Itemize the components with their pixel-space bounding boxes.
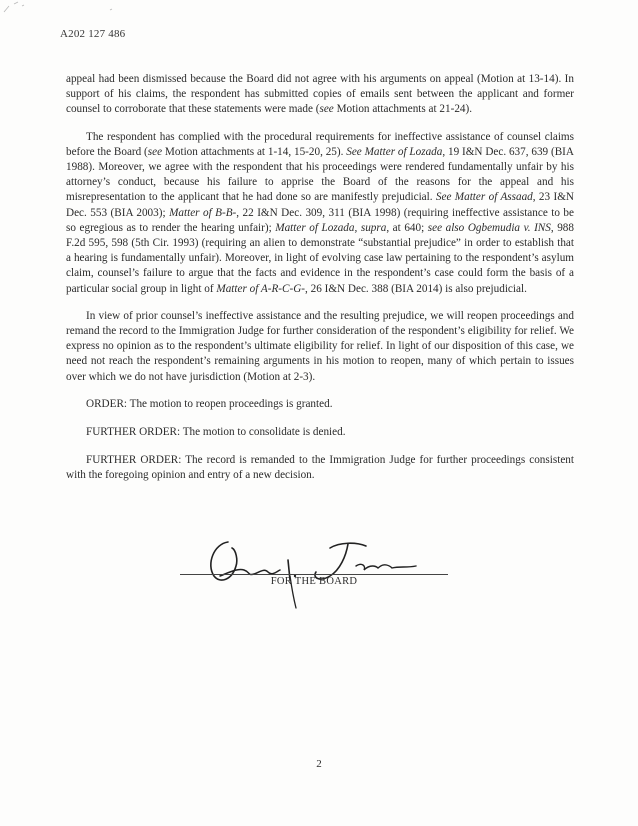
paragraph-1 — [66, 72, 574, 118]
paragraph-2 — [66, 130, 574, 297]
body-text-segment: In view of prior counsel’s ineffective assistance and the resulting prejudice, we will reopen proceedings and remand the record to the Immigration Judge for further consideration of the respondent’s eligibility for relief. We express no opinion as to the respondent’s ultimate eligibility for relief. In light of our disposition of this case, we need not reach the respondent’s remaining arguments in his motion to reopen, many of which pertain to issues over which we do not have jurisdiction (Motion at 2-3). — [66, 309, 574, 383]
body-text-segment: appeal had been dismissed because the Board did not agree with his arguments on appeal (Motion at 13-14). In support of his claims, the respondent has submitted copies of emails sent between the applicant and former counsel to corroborate that these statements were made ( — [66, 73, 574, 116]
paragraph-3 — [66, 309, 574, 385]
citation-text: see — [147, 145, 163, 158]
order-remand: FURTHER ORDER: The record is remanded to the Immigration Judge for further proceedings consistent with the foregoing opinion and entry of a new decision. — [66, 454, 574, 482]
body-text-segment: , 19 I&N Dec. 637, 639 (BIA 1988). Moreover, we agree with the respondent that his proceedings were rendered fundamentally unfair by his attorney’s conduct, because his failure to apprise the Board of the reasons for the appeal and his misrepresentation to the applicant that he had done so are manifestly prejudicial. — [66, 145, 574, 204]
body-text-segment: , 23 I&N Dec. 553 (BIA 2003); — [66, 191, 574, 219]
body-text-segment: , 22 I&N Dec. 309, 311 (BIA 1998) (requiring ineffective assistance to be so egregious as to render the hearing unfair); — [66, 206, 574, 234]
citation-text: Matter of B-B- — [169, 206, 237, 219]
case-number: A202 127 486 — [60, 28, 126, 40]
citation-text: See Matter of Lozada — [346, 145, 443, 158]
signature-block — [180, 536, 470, 616]
body-text-segment: Motion attachments at 1-14, 15-20, 25). — [162, 145, 347, 158]
body-text-segment: The respondent has complied with the procedural requirements for ineffective assistance of counsel claims before the Board ( — [66, 130, 574, 158]
signature-line — [180, 574, 448, 575]
signature-caption: FOR THE BOARD — [270, 576, 358, 587]
body-text-segment: , at 640; — [386, 221, 428, 234]
document-body — [66, 72, 574, 497]
citation-text: See Matter of Assaad — [435, 191, 533, 204]
citation-text: Matter of A-R-C-G- — [216, 282, 306, 295]
body-text-segment: Motion attachments at 21-24). — [333, 103, 473, 116]
citation-text: see — [319, 103, 334, 116]
scan-artifact-mark — [0, 0, 140, 16]
citation-text: see also Ogbemudia v. INS — [427, 221, 551, 234]
order-reopen: ORDER: The motion to reopen proceedings is granted. — [86, 397, 333, 410]
citation-text: Matter of Lozada, supra — [275, 221, 387, 234]
body-text-segment: , 26 I&N Dec. 388 (BIA 2014) is also prejudicial. — [305, 282, 527, 295]
order-consolidate: FURTHER ORDER: The motion to consolidate is denied. — [86, 426, 346, 439]
body-text-segment: , 988 F.2d 595, 598 (5th Cir. 1993) (requiring an alien to demonstrate “substantial prejudice” in order to establish that a hearing is fundamentally unfair). Moreover, in light of evolving case law pertaining to the respondent’s asylum claim, counsel’s failure to argue that the facts and evidence in the respondent’s case could form the basis of a particular social group in light of — [66, 221, 574, 295]
page-number: 2 — [316, 758, 322, 770]
